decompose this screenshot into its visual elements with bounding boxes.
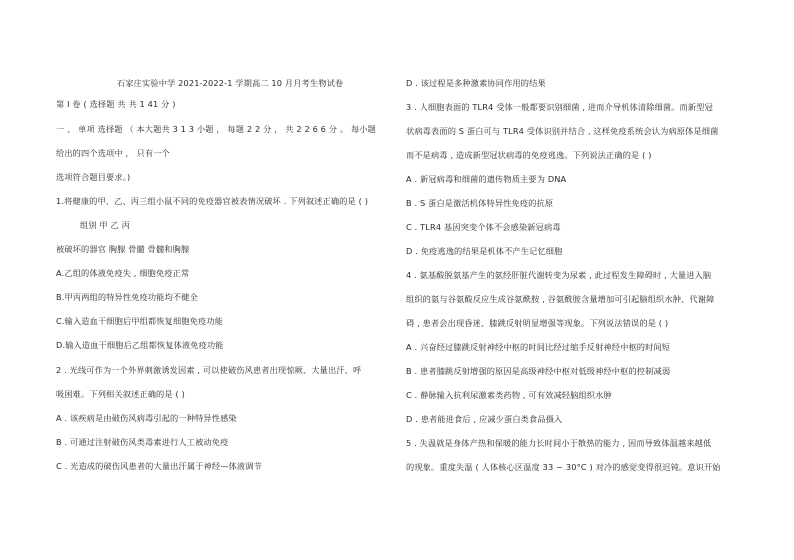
- section-header: 第 I 卷 ( 选择题 共 共 1 41 分 ): [56, 99, 176, 109]
- question-4-option-a: A . 兴奋经过膝跳反射神经中枢的时间比经过缩手反射神经中枢的时间短: [406, 342, 671, 352]
- question-3-stem-line-1: 3 . 人细胞表面的 TLR4 受体一般都要识别细菌 , 进而介导机体清除细菌。而新型冠: [406, 102, 713, 112]
- question-1-table-header: 组别 甲 乙 丙: [80, 220, 130, 230]
- question-1-stem: 1.将健康的甲、乙、丙三组小鼠不同的免疫器官被表情况破坏 . 下列叙述正确的是 ( ): [56, 196, 369, 206]
- question-4-stem-line-3: 碍 , 患者会出现昏迷、膝跳反射明显增强等现象。下列说法错误的是 ( ): [406, 318, 669, 328]
- question-3-option-b: B . S 蛋白是激活机体特异性免疫的抗原: [406, 198, 554, 208]
- question-1-option-b: B.甲丙两组的特异性免疫功能均不健全: [56, 292, 198, 302]
- instruction-line-2: 给出的四个选项中 ， 只有一个: [56, 148, 170, 158]
- question-4-stem-line-1: 4 . 氨基酸脱氨基产生的氨经肝脏代谢转变为尿素 , 此过程发生障碍时 , 大量进入脑: [406, 270, 712, 280]
- question-4-option-c: C . 静脉输入抗利尿激素类药物 , 可有效减轻脑组织水肿: [406, 390, 612, 400]
- exam-title: 石家庄实验中学 2021-2022-1 学期高二 10 月月考生物试卷: [117, 78, 344, 88]
- question-1-option-c: C.输入造血干细胞后甲组都恢复细胞免疫功能: [56, 316, 224, 326]
- question-3-stem-line-2: 状病毒表面的 S 蛋白可与 TLR4 受体识别并结合 , 这样免疫系统会认为病原体是细菌: [406, 126, 719, 136]
- question-1-table-row: 被破坏的器官 胸腺 骨髓 骨髓和胸腺: [56, 244, 190, 254]
- question-2-option-c: C . 光造成的破伤风患者的大量出汗属于神经—体液调节: [56, 461, 262, 471]
- question-3-stem-line-3: 而不是病毒 , 造成新型冠状病毒的免疫逃逸。下列说法正确的是 ( ): [406, 150, 652, 160]
- question-1-option-a: A.乙组的体液免疫失 , 细胞免疫正常: [56, 268, 190, 278]
- question-4-option-b: B . 患者膝跳反射增强的原因是高级神经中枢对低级神经中枢的控制减弱: [406, 366, 671, 376]
- question-3-option-d: D . 免疫逃逸的结果是机体不产生记忆细胞: [406, 246, 563, 256]
- question-3-option-a: A . 新冠病毒和细菌的遗传物质主要为 DNA: [406, 174, 567, 184]
- question-2-stem-line-1: 2 . 光线可作为一个外界刺激诱发因素 , 可以使破伤风患者出现惊厥、大量出汗、呼: [56, 365, 362, 375]
- question-4-option-d: D . 患者能进食后 , 应减少蛋白类食品摄入: [406, 414, 563, 424]
- instruction-line-3: 选项符合题目要求。): [56, 172, 131, 182]
- question-4-stem-line-2: 组织的氨与谷氨酸反应生成谷氨酰胺 , 谷氨酰胺含量增加可引起脑组织水肿、代谢障: [406, 294, 715, 304]
- question-2-option-d: D . 该过程是多种激素协同作用的结果: [406, 78, 546, 88]
- instruction-line-1: 一 、 单项 选择题 （ 本大题共 3 1 3 小题 ， 每题 2 2 分 ， 共 2 2 6 6 分 。 每小题: [56, 124, 376, 134]
- question-3-option-c: C . TLR4 基因突变个体不会感染新冠病毒: [406, 222, 561, 232]
- question-1-option-d: D.输入造血干细胞后乙组都恢复体液免疫功能: [56, 340, 224, 350]
- question-5-stem-line-2: 的现象。重度失温 ( 人体核心区温度 33 ~ 30°C ) 对冷的感觉变得很迟钝。意识开始: [406, 462, 721, 472]
- question-5-stem-line-1: 5 . 失温就是身体产热和保暖的能力长时间小于散热的能力 , 因而导致体温越来越低: [406, 438, 712, 448]
- question-2-option-b: B . 可通过注射破伤风类毒素进行人工被动免疫: [56, 437, 229, 447]
- question-2-option-a: A . 该疾病是由破伤风病毒引起的一种特异性感染: [56, 413, 237, 423]
- question-2-stem-line-2: 吸困难。下列相关叙述正确的是 ( ): [56, 389, 185, 399]
